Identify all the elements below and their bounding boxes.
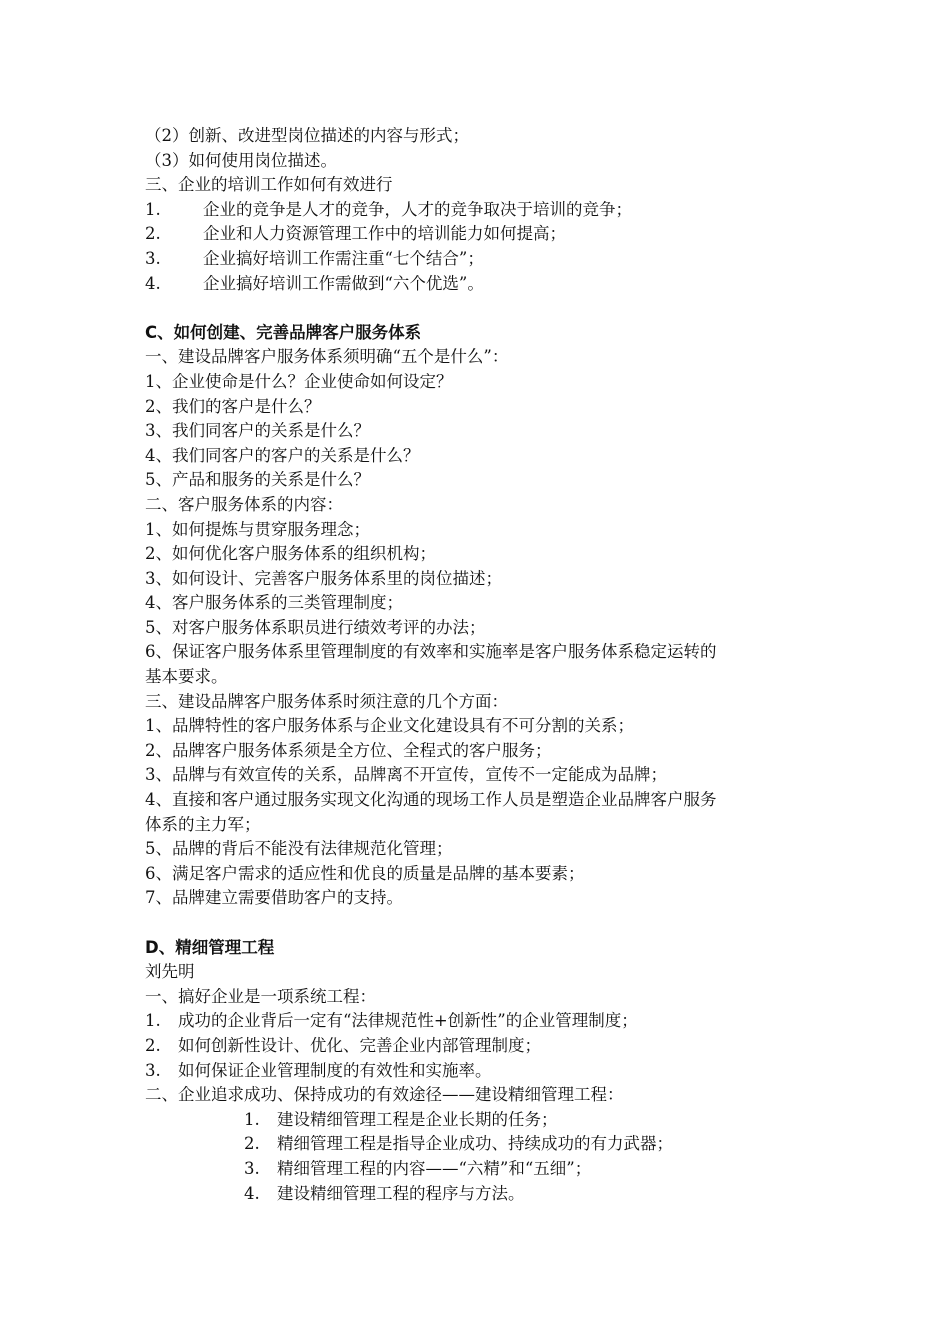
list-text: 精细管理工程的内容——“六精”和“五细”； (277, 1158, 592, 1178)
list-item (145, 272, 825, 297)
text-line: 5、品牌的背后不能没有法律规范化管理； (145, 839, 453, 859)
list-number: 1. (145, 199, 161, 219)
list-item (145, 198, 825, 223)
text-line: 一、建设品牌客户服务体系须明确“五个是什么”： (145, 347, 509, 367)
section-c (145, 321, 825, 911)
list-text: 建设精细管理工程的程序与方法。 (277, 1183, 525, 1203)
list-text: 精细管理工程是指导企业成功、持续成功的有力武器； (277, 1134, 673, 1154)
list-number: 2. (145, 224, 161, 244)
list-number: 1. (145, 1011, 161, 1031)
section-d (145, 936, 825, 1207)
subsection-title: 一、搞好企业是一项系统工程： (145, 986, 376, 1006)
text-line: 5、产品和服务的关系是什么？ (145, 470, 370, 490)
document-page (145, 124, 825, 1206)
list-number: 4. (145, 273, 161, 293)
text-line: 2、品牌客户服务体系须是全方位、全程式的客户服务； (145, 740, 552, 760)
text-line: 3、我们同客户的关系是什么？ (145, 421, 370, 441)
list-item (145, 1157, 825, 1182)
list-text: 企业和人力资源管理工作中的培训能力如何提高； (203, 224, 566, 244)
text-line: 7、品牌建立需要借助客户的支持。 (145, 888, 403, 908)
text-line: 6、保证客户服务体系里管理制度的有效率和实施率是客户服务体系稳定运转的 (145, 642, 717, 662)
text-line: 4、直接和客户通过服务实现文化沟通的现场工作人员是塑造企业品牌客户服务 (145, 790, 717, 810)
list-number: 3. (145, 1060, 161, 1080)
text-line: 基本要求。 (145, 667, 228, 687)
text-line: 2、我们的客户是什么？ (145, 396, 321, 416)
text-line: 4、客户服务体系的三类管理制度； (145, 593, 403, 613)
list-text: 企业的竞争是人才的竞争，人才的竞争取决于培训的竞争； (203, 199, 632, 219)
list-number: 3. (145, 248, 161, 268)
list-number: 4. (244, 1183, 260, 1203)
list-item (145, 1132, 825, 1157)
list-item (145, 1059, 825, 1084)
text-line: 三、企业的培训工作如何有效进行 (145, 175, 393, 195)
text-line: 二、客户服务体系的内容： (145, 494, 343, 514)
list-number: 2. (244, 1134, 260, 1154)
list-text: 如何保证企业管理制度的有效性和实施率。 (178, 1060, 492, 1080)
section-heading: C、如何创建、完善品牌客户服务体系 (145, 322, 422, 342)
text-line: 5、对客户服务体系职员进行绩效考评的办法； (145, 617, 486, 637)
text-line: 2、如何优化客户服务体系的组织机构； (145, 544, 436, 564)
subsection-title: 二、企业追求成功、保持成功的有效途径——建设精细管理工程： (145, 1085, 624, 1105)
text-line: 三、建设品牌客户服务体系时须注意的几个方面： (145, 691, 508, 711)
list-number: 2. (145, 1035, 161, 1055)
text-line: （3）如何使用岗位描述。 (145, 150, 337, 170)
text-line: 3、品牌与有效宣传的关系，品牌离不开宣传，宣传不一定能成为品牌； (145, 765, 667, 785)
list-text: 如何创新性设计、优化、完善企业内部管理制度； (178, 1035, 541, 1055)
list-number: 3. (244, 1158, 260, 1178)
text-line: 体系的主力军； (145, 814, 261, 834)
list-item (145, 1182, 825, 1207)
text-line: 6、满足客户需求的适应性和优良的质量是品牌的基本要素； (145, 863, 585, 883)
top-block (145, 124, 825, 296)
list-item (145, 222, 825, 247)
spacer (145, 911, 825, 936)
list-text: 建设精细管理工程是企业长期的任务； (277, 1109, 558, 1129)
list-text: 企业搞好培训工作需注重“七个结合”； (203, 248, 484, 268)
list-item (145, 1009, 825, 1034)
list-item (145, 1034, 825, 1059)
list-number: 1. (244, 1109, 260, 1129)
list-text: 成功的企业背后一定有“法律规范性+创新性”的企业管理制度； (178, 1011, 638, 1031)
section-heading: D、精细管理工程 (145, 937, 275, 957)
text-line: 3、如何设计、完善客户服务体系里的岗位描述； (145, 568, 502, 588)
text-line: 1、如何提炼与贯穿服务理念； (145, 519, 370, 539)
list-item (145, 247, 825, 272)
list-item (145, 1108, 825, 1133)
text-line: 4、我们同客户的客户的关系是什么？ (145, 445, 420, 465)
text-line: （2）创新、改进型岗位描述的内容与形式； (145, 126, 469, 145)
author-name: 刘先明 (145, 962, 195, 982)
spacer (145, 296, 825, 321)
list-text: 企业搞好培训工作需做到“六个优选”。 (203, 273, 484, 293)
text-line: 1、企业使命是什么？企业使命如何设定？ (145, 371, 453, 391)
text-line: 1、品牌特性的客户服务体系与企业文化建设具有不可分割的关系； (145, 716, 634, 736)
